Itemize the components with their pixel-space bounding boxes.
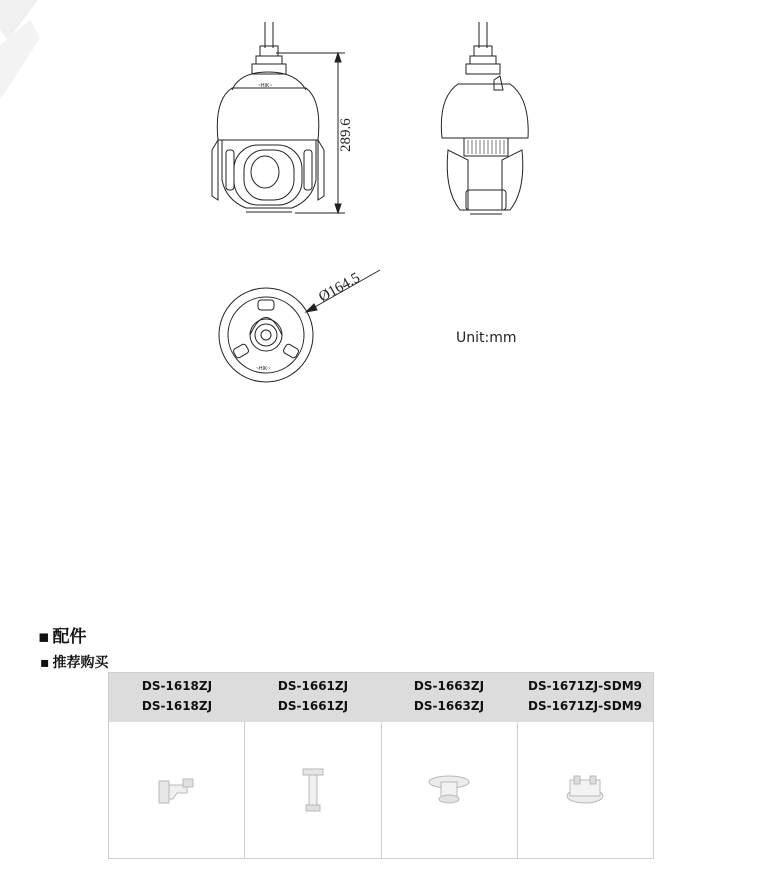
accessories-table-images bbox=[109, 722, 653, 858]
accessory-header-col bbox=[381, 673, 517, 722]
unit-label: Unit:mm bbox=[456, 330, 517, 346]
height-dimension-label: 289.6 bbox=[338, 118, 354, 152]
bottom-view bbox=[219, 288, 313, 382]
pendant-mount-icon bbox=[300, 767, 326, 813]
bullet-icon: ▪ bbox=[38, 627, 50, 647]
accessory-model: DS-1618ZJ bbox=[141, 679, 213, 693]
accessory-header-col bbox=[109, 673, 245, 722]
diameter-dimension-label: Ø164.5 bbox=[316, 269, 363, 306]
svg-text:~HIK~: ~HIK~ bbox=[258, 83, 273, 89]
side-view bbox=[441, 22, 528, 214]
svg-text:~HIK~: ~HIK~ bbox=[256, 366, 271, 372]
accessory-image-cell bbox=[245, 722, 381, 858]
accessory-image-cell bbox=[518, 722, 653, 858]
accessories-table-header bbox=[109, 673, 653, 722]
accessory-model: DS-1618ZJ bbox=[141, 699, 213, 713]
accessory-model: DS-1671ZJ-SDM9 bbox=[527, 699, 643, 713]
accessory-header-col bbox=[245, 673, 381, 722]
recommended-heading bbox=[40, 652, 109, 672]
accessory-model: DS-1663ZJ bbox=[413, 679, 485, 693]
accessories-title: 配件 bbox=[52, 627, 87, 647]
recommended-title: 推荐购买 bbox=[52, 655, 109, 671]
accessory-header-col bbox=[517, 673, 653, 722]
accessory-image-cell bbox=[382, 722, 518, 858]
corner-mount-adapter-icon bbox=[564, 774, 606, 806]
front-view bbox=[212, 22, 324, 212]
accessory-model: DS-1661ZJ bbox=[277, 699, 349, 713]
bullet-icon: ▪ bbox=[40, 655, 50, 671]
accessory-model: DS-1663ZJ bbox=[413, 699, 485, 713]
accessory-model: DS-1671ZJ-SDM9 bbox=[527, 679, 643, 693]
dimension-drawing bbox=[0, 0, 763, 420]
accessories-table bbox=[108, 672, 654, 859]
wall-mount-bracket-icon bbox=[157, 773, 197, 807]
ceiling-mount-icon bbox=[427, 772, 471, 808]
accessories-heading bbox=[38, 622, 87, 647]
accessory-image-cell bbox=[109, 722, 245, 858]
accessory-model: DS-1661ZJ bbox=[277, 679, 349, 693]
